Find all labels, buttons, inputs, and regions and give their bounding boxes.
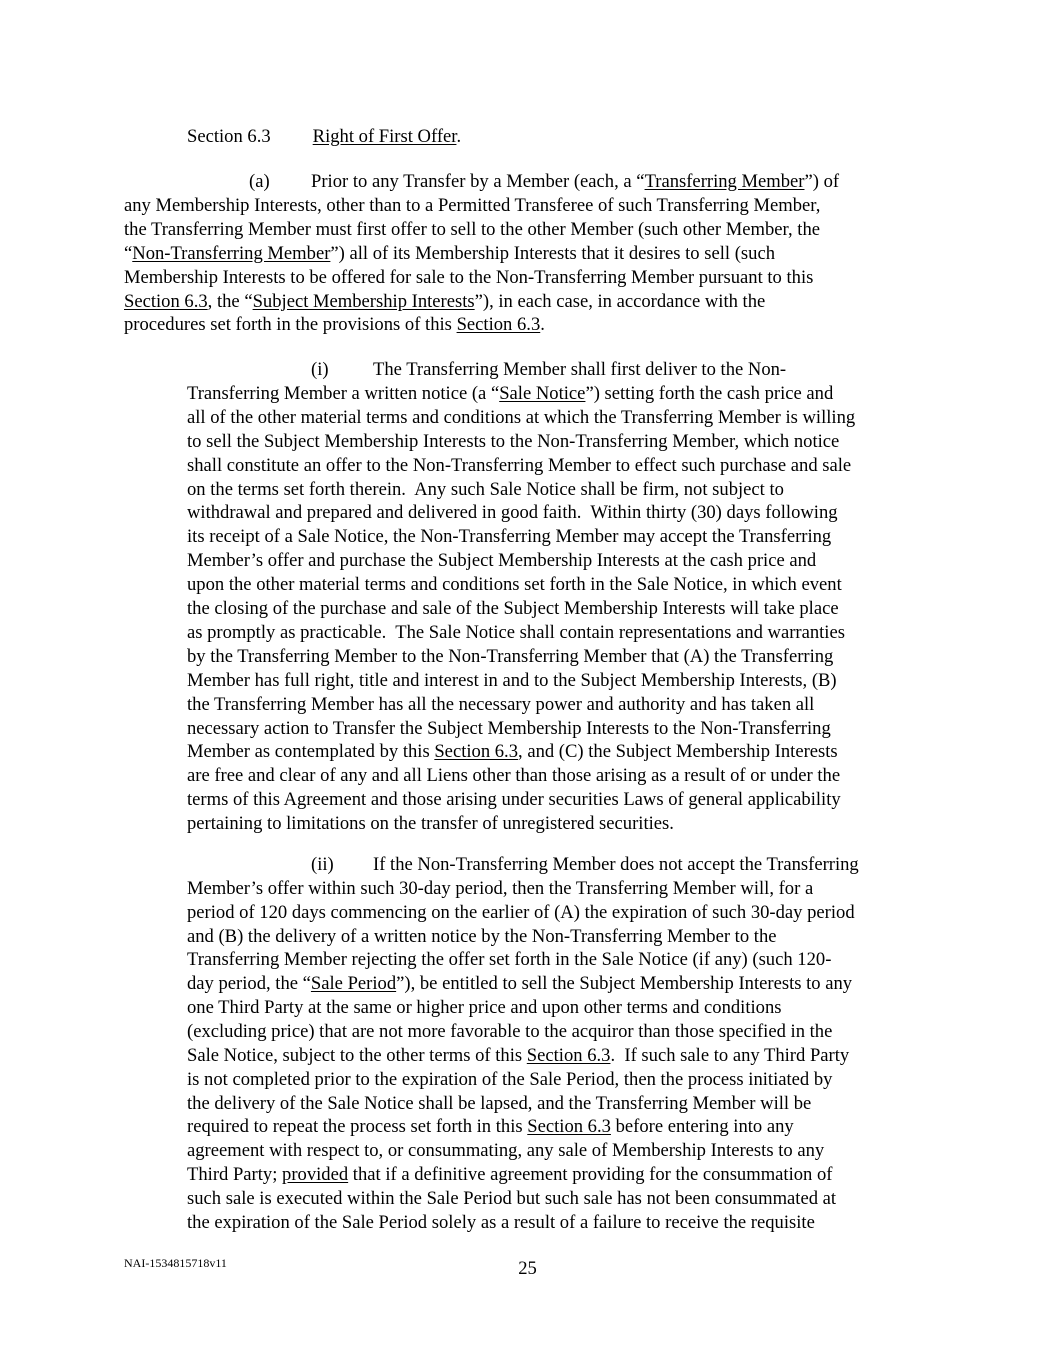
- text-line: [187, 877, 813, 901]
- text-run: that if a definitive agreement providing for the consummation of: [348, 1164, 833, 1186]
- text-run: ”) all of its Membership Interests that it desires to sell (such: [330, 242, 775, 264]
- text-run: Membership Interests to be offered for sale to the Non-Transferring Member pursuant to this: [124, 266, 814, 288]
- text-run: are free and clear of any and all Liens other than those arising as a result of or under the: [187, 765, 841, 787]
- text-run: before entering into any: [610, 1116, 794, 1138]
- section-heading: Section 6.3 Right of First Offer.: [187, 126, 462, 147]
- text-line: [311, 853, 859, 877]
- text-run: required to repeat the process set forth in this: [187, 1116, 528, 1138]
- text-line: [187, 478, 784, 502]
- list-marker: (ii): [311, 854, 334, 875]
- text-run: ”) of: [804, 171, 840, 192]
- text-line: [187, 996, 782, 1020]
- text-run: is not completed prior to the expiration of the Sale Period, then the process initiated by: [187, 1068, 833, 1090]
- defined-term: Transferring Member: [644, 171, 805, 192]
- text-run: . If such sale to any Third Party: [610, 1044, 850, 1066]
- text-run: Sale Notice, subject to the other terms of this: [187, 1044, 527, 1066]
- text-run: If the Non-Transferring Member does not accept the Transferring: [373, 854, 859, 875]
- text-run: Third Party;: [187, 1164, 283, 1186]
- text-run: Member’s offer and purchase the Subject Membership Interests at the cash price and: [187, 550, 817, 572]
- text-line: [124, 266, 813, 290]
- text-run: shall constitute an offer to the Non-Transferring Member to effect such purchase and sale: [187, 454, 852, 476]
- section-title: Right of First Offer: [312, 126, 457, 147]
- defined-term: Section 6.3: [527, 1116, 611, 1138]
- defined-term: Sale Notice: [499, 382, 586, 404]
- page-number: 25: [518, 1258, 537, 1279]
- defined-term: Section 6.3: [434, 741, 519, 763]
- text-run: Transferring Member a written notice (a “: [187, 382, 500, 404]
- text-line: [187, 549, 816, 573]
- text-run: its receipt of a Sale Notice, the Non-Transferring Member may accept the Transferring: [187, 526, 832, 548]
- document-id: NAI-1534815718v11: [124, 1256, 227, 1270]
- text-run: Member has full right, title and interest in and to the Subject Membership Interests, (B): [187, 669, 837, 691]
- text-run: , and (C) the Subject Membership Interests: [518, 741, 838, 763]
- text-run: necessary action to Transfer the Subject Membership Interests to the Non-Transferring: [187, 717, 831, 739]
- section-number: Section 6.3: [187, 126, 271, 147]
- text-line: [187, 788, 841, 812]
- text-run: The Transferring Member shall first deliver to the Non-: [373, 359, 787, 380]
- text-line: [187, 764, 840, 788]
- text-run: the expiration of the Sale Period solely as a result of a failure to receive the requisite: [187, 1211, 815, 1233]
- text-line: [187, 573, 842, 597]
- text-line: [187, 669, 837, 693]
- text-run: upon the other material terms and conditions set forth in the Sale Notice, in which event: [187, 574, 842, 596]
- text-line: [187, 1139, 824, 1163]
- text-line: [187, 901, 855, 925]
- text-line: [187, 501, 838, 525]
- text-line: [124, 218, 820, 242]
- text-run: ”), be entitled to sell the Subject Membership Interests to any: [396, 973, 853, 995]
- text-run: Transferring Member rejecting the offer set forth in the Sale Notice (if any) (such 120-: [187, 949, 832, 971]
- text-line: [187, 1115, 794, 1139]
- text-run: and (B) the delivery of a written notice by the Non-Transferring Member to the: [187, 925, 777, 947]
- defined-term: Non-Transferring Member: [132, 242, 331, 264]
- text-run: as promptly as practicable. The Sale Notice shall contain representations and warranties: [187, 621, 845, 643]
- text-line: [187, 382, 833, 406]
- text-line: [187, 525, 831, 549]
- text-line: [187, 1187, 836, 1211]
- text-run: procedures set forth in the provisions of this: [124, 314, 457, 336]
- text-line: [124, 313, 545, 337]
- text-line: [187, 406, 855, 430]
- text-run: ”), in each case, in accordance with the: [474, 290, 766, 312]
- defined-term: Section 6.3: [526, 1044, 611, 1066]
- text-line: [124, 290, 765, 314]
- text-run: one Third Party at the same or higher price and upon other terms and conditions: [187, 997, 782, 1019]
- text-line: [124, 194, 820, 218]
- text-line: [187, 597, 839, 621]
- text-run: period of 120 days commencing on the earlier of (A) the expiration of such 30-day period: [187, 901, 855, 923]
- text-line: [187, 925, 777, 949]
- text-run: day period, the “: [187, 973, 311, 995]
- text-line: [187, 717, 831, 741]
- text-run: the Transferring Member must first offer to sell to the other Member (such other Member, the: [124, 218, 821, 240]
- text-run: on the terms set forth therein. Any such Sale Notice shall be firm, not subject to: [187, 478, 784, 500]
- text-line: [187, 1020, 832, 1044]
- text-run: Prior to any Transfer by a Member (each, a “: [311, 171, 645, 192]
- text-run: withdrawal and prepared and delivered in good faith. Within thirty (30) days following: [187, 502, 838, 524]
- defined-term: Section 6.3: [456, 314, 541, 336]
- text-run: the delivery of the Sale Notice shall be lapsed, and the Transferring Member will be: [187, 1092, 812, 1114]
- text-line: [187, 812, 674, 836]
- text-run: ”) setting forth the cash price and: [585, 382, 834, 404]
- text-run: pertaining to limitations on the transfer of unregistered securities.: [187, 813, 674, 835]
- text-run: Member as contemplated by this: [187, 741, 435, 763]
- text-run: , the “: [207, 290, 253, 312]
- text-line: [187, 645, 833, 669]
- text-line: [187, 621, 845, 645]
- list-marker: (i): [311, 359, 329, 380]
- text-run: the closing of the purchase and sale of the Subject Membership Interests will take place: [187, 598, 839, 619]
- text-line: [249, 170, 839, 194]
- defined-term: Subject Membership Interests: [252, 290, 475, 312]
- text-run: “: [124, 242, 133, 264]
- text-line: [187, 1211, 815, 1235]
- text-run: the Transferring Member has all the necessary power and authority and has taken all: [187, 693, 815, 715]
- text-line: [311, 358, 786, 382]
- text-line: [187, 430, 839, 454]
- text-run: by the Transferring Member to the Non-Transferring Member that (A) the Transferring: [187, 645, 834, 667]
- text-line: [187, 1044, 849, 1068]
- text-run: such sale is executed within the Sale Period but such sale has not been consummated at: [187, 1187, 837, 1209]
- text-line: [187, 1163, 832, 1187]
- text-line: [187, 740, 838, 764]
- text-line: [187, 1068, 832, 1092]
- text-run: to sell the Subject Membership Interests to the Non-Transferring Member, which notice: [187, 430, 840, 452]
- text-run: Member’s offer within such 30-day period, then the Transferring Member will, for a: [187, 877, 814, 899]
- text-line: [187, 454, 851, 478]
- text-line: [124, 242, 775, 266]
- text-line: [187, 948, 831, 972]
- text-line: [187, 693, 814, 717]
- text-line: [187, 1092, 811, 1116]
- text-run: .: [540, 314, 545, 336]
- text-run: agreement with respect to, or consummating, any sale of Membership Interests to any: [187, 1140, 825, 1162]
- text-line: [187, 972, 852, 996]
- text-run: all of the other material terms and conditions at which the Transferring Member is willing: [187, 406, 856, 428]
- text-run: (excluding price) that are not more favorable to the acquiror than those specified in the: [187, 1020, 833, 1042]
- defined-term: Section 6.3: [124, 290, 208, 312]
- list-marker: (a): [249, 171, 270, 192]
- text-run: terms of this Agreement and those arising under securities Laws of general applicability: [187, 789, 841, 811]
- text-run: any Membership Interests, other than to a Permitted Transferee of such Transferring Member,: [124, 194, 821, 216]
- defined-term: provided: [282, 1164, 349, 1186]
- defined-term: Sale Period: [310, 973, 397, 995]
